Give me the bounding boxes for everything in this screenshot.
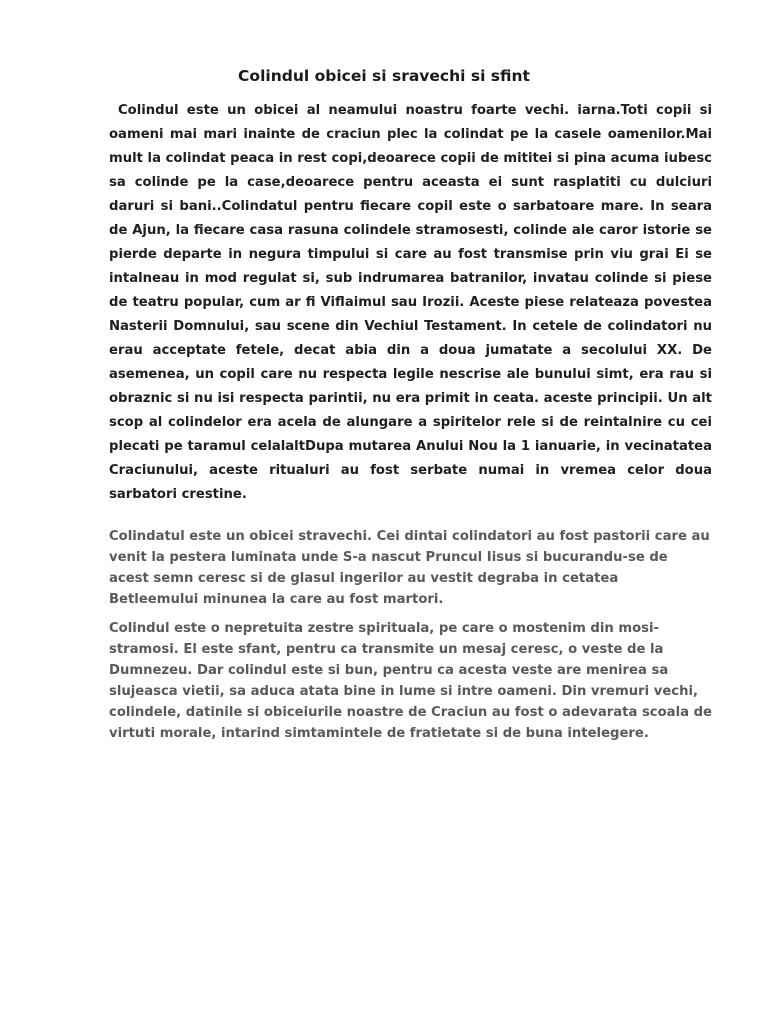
document-title: Colindul obicei si sravechi si sfint (238, 67, 530, 85)
paragraph-1 (109, 99, 712, 507)
paragraph-2: Colindatul este un obicei stravechi. Cei dintai colindatori au fost pastorii care au venit la pestera luminata unde S-a nascut Pruncul Iisus si bucurandu-se de acest semn ceresc si de glasul ingerilor au vestit degraba in cetatea Betleemului minunea la care au fost martori. (109, 529, 710, 607)
paragraph-3: Colindul este o nepretuita zestre spirituala, pe care o mostenim din mosi-stramosi. El este sfant, pentru ca transmite un mesaj ceresc, o veste de la Dumnezeu. Dar colindul este si bun, pentru ca acesta veste are menirea sa slujeasca vietii, sa aduca atata bine in lume si intre oameni. Din vremuri vechi, colindele, datinile si obiceiurile noastre de Craciun au fost o adevarata scoala de virtuti morale, intarind simtamintele de fratietate si de buna intelegere. (109, 621, 712, 741)
paragraph-1-text: Colindul este un obicei al neamului noastru foarte vechi. iarna.Toti copii si oameni mai mari inainte de craciun plec la colindat pe la casele oamenilor.Mai mult la colindat peaca in rest copi,deoarece copii de mititei si pina acuma iubesc sa colinde pe la case,deoarece pentru aceasta ei sunt rasplatiti cu dulciuri daruri si bani..Colindatul pentru fiecare copil este o sarbatoare mare. In seara de Ajun, la fiecare casa rasuna colindele stramosesti, colinde ale caror istorie se pierde departe in negura timpului si care au fost transmise prin viu grai Ei se intalneau in mod regulat si, sub indrumarea batranilor, invatau colinde si piese de teatru popular, cum ar fi Viflaimul sau Irozii. Aceste piese relateaza povestea Nasterii Domnului, sau scene din Vechiul Testament. In cetele de colindatori nu erau acceptate fetele, decat abia din a doua jumatate a secolului XX. De asemenea, un copil care nu respecta legile nescrise ale bunului simt, era rau si obraznic si nu isi respecta parintii, nu era primit in ceata. aceste principii. Un alt scop al colindelor era acela de alungare a spiritelor rele si de reintalnire cu cei plecati pe taramul celalaltDupa mutarea Anului Nou la 1 ianuarie, in vecinatatea Craciunului, aceste ritualuri au fost serbate numai in vremea celor doua sarbatori crestine. (109, 103, 712, 502)
